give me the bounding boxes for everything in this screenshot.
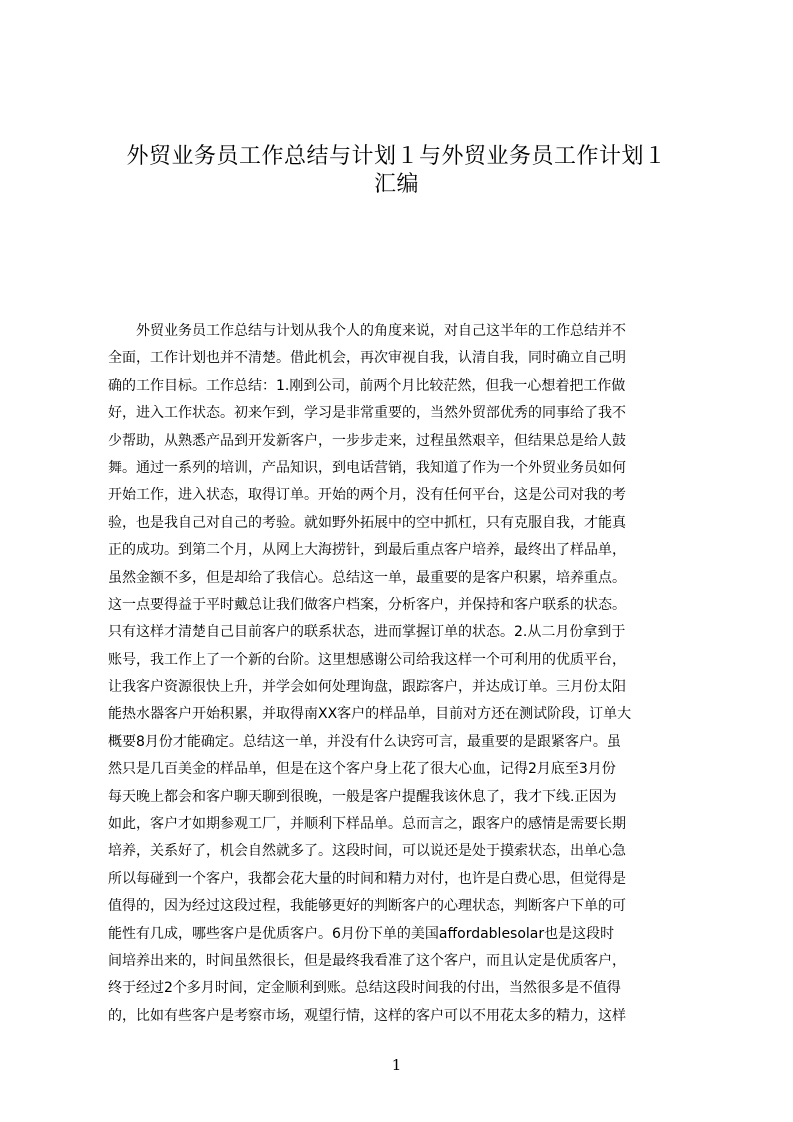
title-line-1: 外贸业务员工作总结与计划１与外贸业务员工作计划１ (126, 144, 667, 169)
document-title (80, 143, 713, 199)
body-line: 概要8月份才能确定。总结这一单，并没有什么诀窍可言，最重要的是跟紧客户。虽 (108, 733, 621, 750)
body-line: 全面，工作计划也并不清楚。借此机会，再次审视自我，认清自我，同时确立自己明 (108, 350, 626, 367)
body-line: 间培养出来的，时间虽然很长，但是最终我看准了这个客户，而且认定是优质客户， (108, 952, 626, 969)
body-line: 正的成功。到第二个月，从网上大海捞针，到最后重点客户培养，最终出了样品单， (108, 542, 626, 559)
body-line: 的，比如有些客户是考察市场，观望行情，这样的客户可以不用花太多的精力，这样 (108, 1007, 626, 1024)
body-line: 确的工作目标。工作总结：1.刚到公司，前两个月比较茫然，但我一心想着把工作做 (108, 377, 626, 394)
body-line: 能性有几成，哪些客户是优质客户。6月份下单的美国affordablesolar也是这段时 (108, 925, 615, 942)
body-line: 虽然金额不多，但是却给了我信心。总结这一单，最重要的是客户积累，培养重点。 (108, 569, 626, 586)
body-line: 每天晚上都会和客户聊天聊到很晚，一般是客户提醒我该休息了，我才下线.正因为 (108, 788, 617, 805)
body-line: 所以每碰到一个客户，我都会花大量的时间和精力对付，也许是白费心思，但觉得是 (108, 870, 626, 887)
body-line: 外贸业务员工作总结与计划从我个人的角度来说，对自己这半年的工作总结并不 (108, 323, 626, 339)
body-line: 账号，我工作上了一个新的台阶。这里想感谢公司给我这样一个可利用的优质平台， (108, 651, 626, 668)
page-number: 1 (391, 1056, 402, 1074)
body-line: 好，进入工作状态。初来乍到，学习是非常重要的，当然外贸部优秀的同事给了我不 (108, 405, 626, 422)
body-line: 终于经过2个多月时间，定金顺利到账。总结这段时间我的付出，当然很多是不值得 (108, 980, 621, 997)
body-line: 能热水器客户开始积累，并取得南XX客户的样品单，目前对方还在测试阶段，订单大 (108, 706, 632, 723)
body-line: 只有这样才清楚自己目前客户的联系状态，进而掌握订单的状态。2.从二月份拿到于 (108, 624, 626, 641)
body-line: 然只是几百美金的样品单，但是在这个客户身上花了很大心血，记得2月底至3月份 (108, 761, 616, 778)
body-line: 开始工作，进入状态，取得订单。开始的两个月，没有任何平台，这是公司对我的考 (108, 487, 626, 504)
body-line: 舞。通过一系列的培训，产品知识，到电话营销，我知道了作为一个外贸业务员如何 (108, 459, 626, 476)
body-paragraph (108, 318, 698, 1030)
body-line: 少帮助，从熟悉产品到开发新客户，一步步走来，过程虽然艰辛，但结果总是给人鼓 (108, 432, 626, 449)
title-line-2: 汇编 (373, 172, 419, 197)
body-line: 值得的，因为经过这段过程，我能够更好的判断客户的心理状态，判断客户下单的可 (108, 898, 626, 915)
body-line: 这一点要得益于平时戴总让我们做客户档案，分析客户，并保持和客户联系的状态。 (108, 596, 626, 613)
body-line: 让我客户资源很快上升，并学会如何处理询盘，跟踪客户，并达成订单。三月份太阳 (108, 679, 626, 696)
body-line: 如此，客户才如期参观工厂，并顺利下样品单。总而言之，跟客户的感情是需要长期 (108, 816, 626, 833)
body-line: 培养，关系好了，机会自然就多了。这段时间，可以说还是处于摸索状态，出单心急 (108, 843, 626, 860)
body-line: 验，也是我自己对自己的考验。就如野外拓展中的空中抓杠，只有克服自我，才能真 (108, 514, 626, 531)
